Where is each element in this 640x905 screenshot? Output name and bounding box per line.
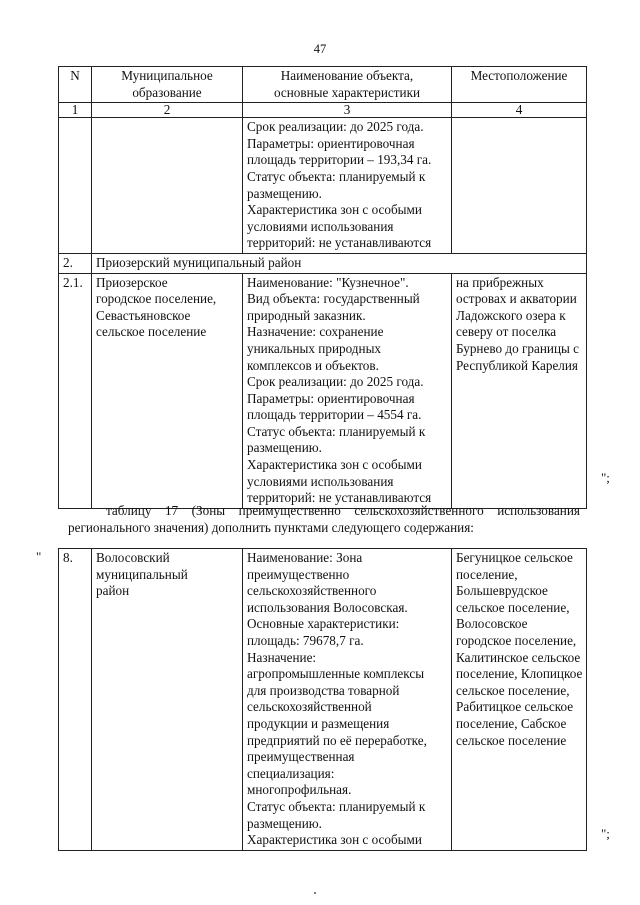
- table-row: [59, 273, 587, 508]
- cell-text-line: Ладожского озера к: [456, 307, 566, 323]
- objects-table: [58, 66, 587, 509]
- cell-text-line: Назначение: сохранение: [247, 324, 384, 340]
- cell-text-line: основные характеристики: [273, 84, 421, 100]
- cell-text-line: Волосовское: [456, 616, 528, 632]
- closing-quote-mark: ";: [601, 470, 610, 485]
- header-cell: [243, 67, 452, 103]
- header-cell: [92, 67, 243, 103]
- cell-text-line: размещению.: [247, 185, 322, 201]
- cell-text-line: Наименование объекта,: [280, 68, 414, 83]
- cell-text-line: Муниципальное: [121, 68, 213, 83]
- cell-text-line: природный заказник.: [247, 307, 366, 323]
- cell-text-line: Параметры: ориентировочная: [247, 390, 415, 406]
- cell-text-line: использования Волосовская.: [247, 599, 408, 615]
- section-number: 2.: [59, 253, 92, 273]
- cell-text-line: Параметры: ориентировочная: [247, 135, 415, 151]
- section-row: [59, 253, 587, 273]
- cell-text-line: для производства товарной: [247, 682, 400, 698]
- row-number: 2.1.: [59, 273, 92, 508]
- cell-text-line: Наименование: "Кузнечное".: [247, 274, 409, 290]
- table-header-row: [59, 67, 587, 103]
- table-row: [59, 549, 587, 851]
- cell-text-line: преимущественная: [247, 749, 355, 765]
- cell-text-line: Назначение:: [247, 649, 317, 665]
- object-description: [243, 273, 452, 508]
- cell-text-line: размещению.: [247, 815, 322, 831]
- cell-text-line: Бурнево до границы с: [456, 340, 580, 356]
- cell-text-line: образование: [132, 84, 202, 100]
- cell-text-line: поселение, Сабское: [456, 715, 567, 731]
- cell-text-line: Характеристика зон с особыми: [247, 457, 422, 473]
- cell-text-line: территорий: не устанавливаются: [247, 235, 432, 251]
- cell-text-line: Бегуницкое сельское: [456, 550, 573, 565]
- cell-text-line: Большеврудское: [456, 583, 548, 599]
- header-cell: [59, 67, 92, 103]
- cell-text-line: Статус объекта: планируемый к: [247, 423, 426, 439]
- cell-text-line: размещению.: [247, 440, 322, 456]
- row-number: 8.: [59, 549, 92, 851]
- cell-text-line: условиями использования: [247, 218, 394, 234]
- cell-text-line: Рабитицкое сельское: [456, 699, 574, 715]
- section-title: Приозерский муниципальный район: [92, 253, 587, 273]
- cell-text-line: площадь территории – 193,34 га.: [247, 152, 432, 168]
- cell-text-line: Вид объекта: государственный: [247, 291, 420, 307]
- cell-text-line: Наименование: Зона: [247, 550, 363, 565]
- cell-text-line: район: [96, 583, 130, 599]
- cell-text-line: продукции и размещения: [247, 715, 390, 731]
- zones-table: [58, 548, 587, 851]
- cell-text-line: поселение, Клопицкое: [456, 666, 583, 682]
- cell-text-line: поселение,: [456, 566, 518, 582]
- cell-text-line: Волосовский: [96, 550, 170, 565]
- municipality-cell: [92, 273, 243, 508]
- cell-text-line: Характеристика зон с особыми: [247, 832, 422, 848]
- closing-quote-mark: ";: [601, 826, 610, 841]
- cell-text-line: агропромышленные комплексы: [247, 666, 425, 682]
- object-description: [243, 118, 452, 254]
- cell-text-line: предприятий по её переработке,: [247, 732, 427, 748]
- cell-text-line: северу от поселка: [456, 324, 557, 340]
- opening-quote-mark: ": [36, 549, 42, 564]
- location-cell: [452, 273, 587, 508]
- cell-text-line: Севастьяновское: [96, 307, 191, 323]
- cell-text-line: муниципальный: [96, 566, 188, 582]
- header-cell: [452, 67, 587, 103]
- cell-text-line: городское поселение,: [456, 632, 577, 648]
- municipality-cell: [92, 549, 243, 851]
- page-number: 47: [313, 42, 327, 56]
- cell-text-line: Срок реализации: до 2025 года.: [247, 374, 424, 390]
- cell-text-line: Местоположение: [470, 68, 568, 83]
- cell-text-line: территорий: не устанавливаются: [247, 490, 432, 506]
- cell-text-line: Республикой Карелия: [456, 357, 579, 373]
- object-description: [243, 549, 452, 851]
- column-number: 1: [59, 103, 92, 118]
- cell-text-line: уникальных природных: [247, 340, 382, 356]
- cell-text-line: Статус объекта: планируемый к: [247, 168, 426, 184]
- column-number: 3: [243, 103, 452, 118]
- paragraph-line: регионального значения) дополнить пунктами следующего содержания:: [68, 520, 474, 535]
- scan-speck: [314, 892, 316, 894]
- cell-text-line: сельское поселение,: [456, 682, 570, 698]
- cell-text-line: многопрофильная.: [247, 782, 352, 798]
- cell-text-line: Приозерское: [96, 274, 168, 290]
- cell-text-line: Срок реализации: до 2025 года.: [247, 119, 424, 135]
- cell-text-line: комплексов и объектов.: [247, 357, 379, 373]
- column-number: 2: [92, 103, 243, 118]
- cell-text-line: сельскохозяйственного: [247, 583, 377, 599]
- cell-text-line: Характеристика зон с особыми: [247, 202, 422, 218]
- cell-text-line: площадь: 79678,7 га.: [247, 632, 364, 648]
- paragraph-line: таблицу 17 (Зоны преимущественно сельскохозяйственного использования: [106, 503, 580, 518]
- cell-text-line: на прибрежных: [456, 274, 544, 290]
- cell-text-line: преимущественно: [247, 566, 350, 582]
- column-number: 4: [452, 103, 587, 118]
- cell-text-line: условиями использования: [247, 473, 394, 489]
- cell-text-line: Калитинское сельское: [456, 649, 581, 665]
- column-number-row: [59, 103, 587, 118]
- cell-text-line: Статус объекта: планируемый к: [247, 798, 426, 814]
- table-row: [59, 118, 587, 254]
- cell-text-line: островах и акватории: [456, 291, 577, 307]
- cell-text-line: N: [70, 68, 80, 83]
- amendment-paragraph: [68, 502, 580, 536]
- cell-text-line: сельское поселение: [456, 732, 567, 748]
- cell-text-line: сельскохозяйственной: [247, 699, 372, 715]
- cell-text-line: Основные характеристики:: [247, 616, 400, 632]
- cell-text-line: городское поселение,: [96, 291, 217, 307]
- cell-text-line: сельское поселение: [96, 324, 207, 340]
- cell-text-line: специализация:: [247, 765, 335, 781]
- cell-text-line: сельское поселение,: [456, 599, 570, 615]
- location-cell: [452, 549, 587, 851]
- cell-text-line: площадь территории – 4554 га.: [247, 407, 422, 423]
